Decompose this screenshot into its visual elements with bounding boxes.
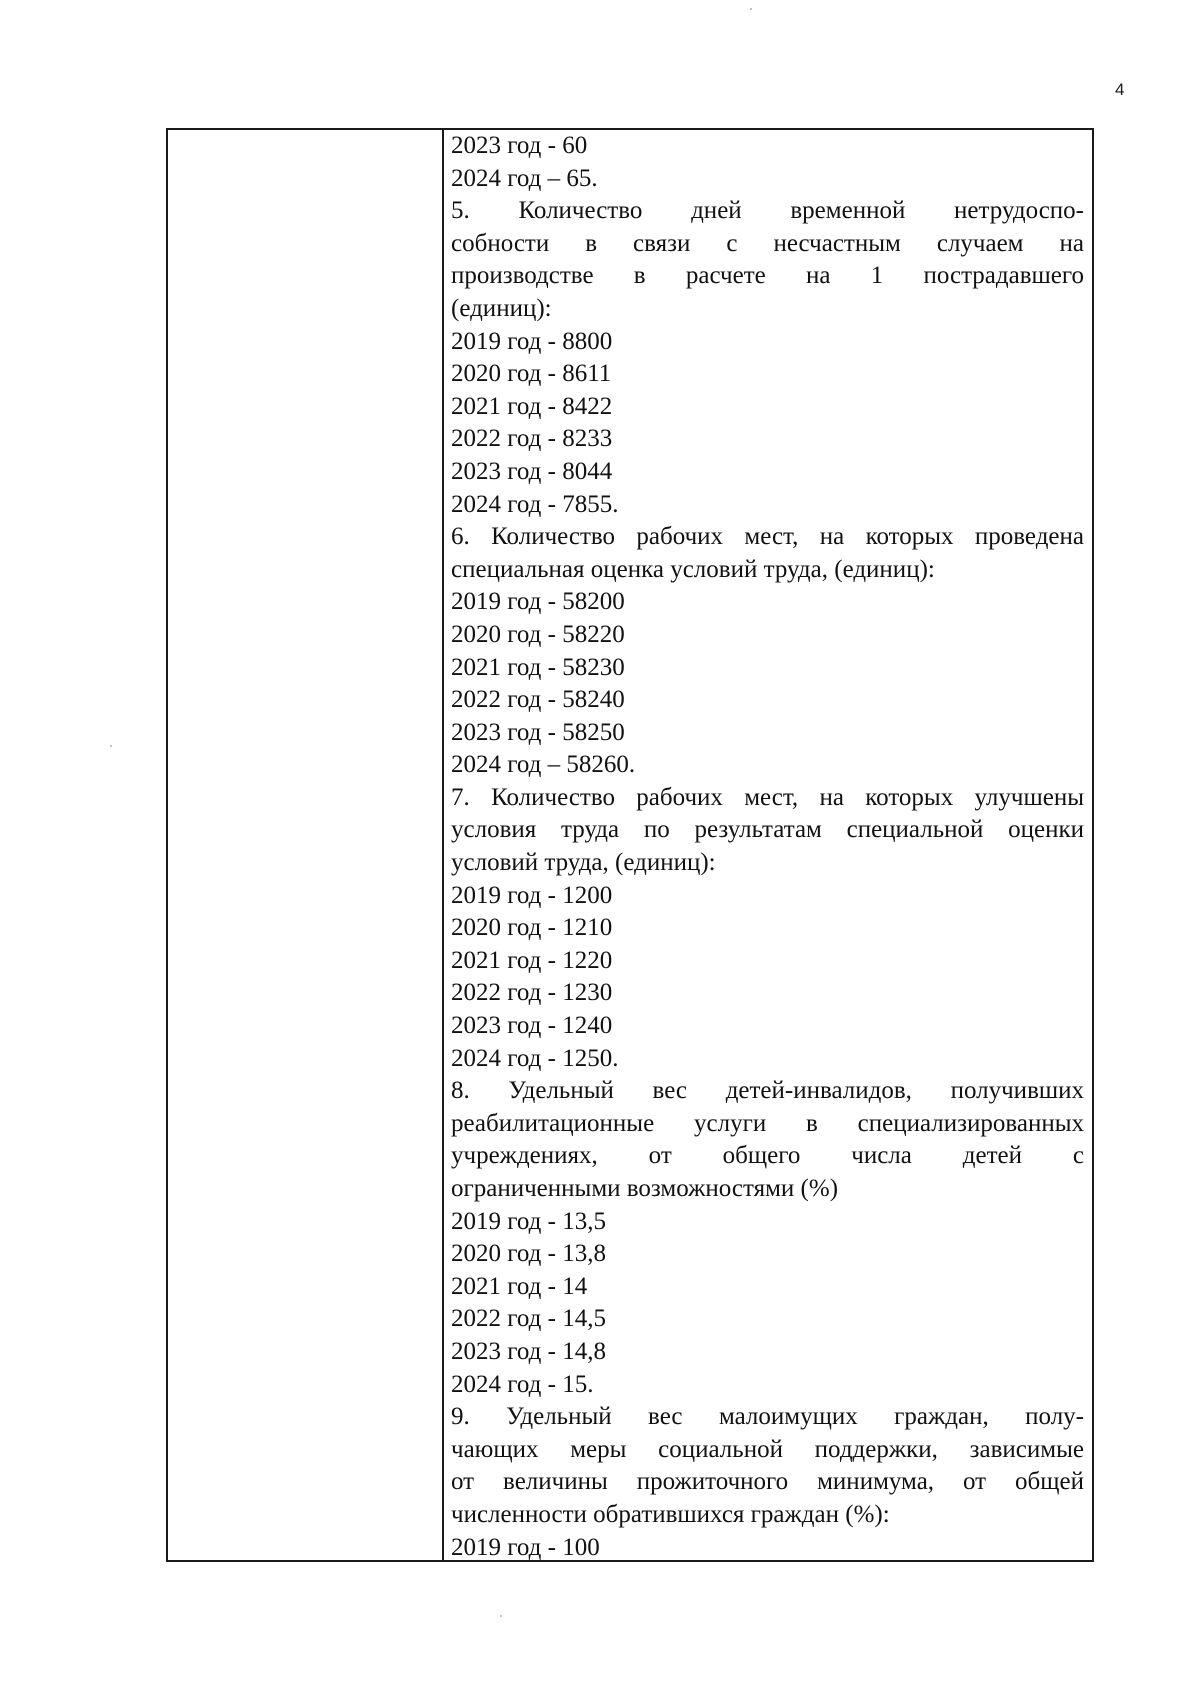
table-text-line: 2019 год - 100 [451, 1533, 600, 1561]
scan-speck [500, 1615, 502, 1617]
table-text-line: 5. Количество дней временной нетрудоспо- [451, 197, 1084, 225]
table-text-line: 2022 год - 8233 [451, 425, 613, 453]
table-text-line: 2021 год - 14 [451, 1272, 588, 1300]
table-text-line: производстве в расчете на 1 пострадавшего [451, 262, 1084, 290]
table-text-line: 7. Количество рабочих мест, на которых улучшены [451, 783, 1084, 811]
table-left-cell [168, 130, 444, 1560]
table-text-line: 8. Удельный вес детей-инвалидов, получивших [451, 1077, 1084, 1105]
table-text-line: 2024 год - 15. [451, 1370, 594, 1398]
table-text-line: 2020 год - 1210 [451, 914, 613, 942]
table-text-line: собности в связи с несчастным случаем на [451, 229, 1084, 257]
table-text-line: условий труда, (единиц): [451, 849, 716, 877]
table-text-line: 2022 год - 1230 [451, 979, 613, 1007]
table-text-line: ограниченными возможностями (%) [451, 1175, 839, 1202]
table-text-line: 2020 год - 13,8 [451, 1240, 606, 1268]
page-number: 4 [1115, 80, 1125, 99]
table-text-line: от величины прожиточного минимума, от общей [451, 1468, 1084, 1496]
table-text-line: 2020 год - 8611 [451, 360, 612, 388]
table-text-line: численности обратившихся граждан (%): [451, 1500, 890, 1528]
scan-speck [750, 8, 752, 10]
table-text-line: учреждениях, от общего числа детей с [451, 1142, 1084, 1170]
table-text-line: 2023 год - 1240 [451, 1012, 613, 1040]
table-text-line: 2023 год - 60 [451, 132, 588, 159]
table-text-line: 2022 год - 58240 [451, 686, 625, 714]
table-text-line: 2024 год – 58260. [451, 751, 636, 779]
table-text-line: 2024 год - 1250. [451, 1044, 619, 1072]
table-text-line: 2024 год – 65. [451, 164, 598, 192]
table-text-line: 2020 год - 58220 [451, 620, 625, 648]
table-text-line: специальная оценка условий труда, (единиц): [451, 555, 935, 583]
table-text-line: 2021 год - 8422 [451, 392, 613, 420]
table-text-line: 2022 год - 14,5 [451, 1305, 606, 1333]
table-text-line: реабилитационные услуги в специализированных [451, 1109, 1084, 1137]
table-text-line: (единиц): [451, 294, 552, 322]
table-text-line: 2019 год - 13,5 [451, 1207, 606, 1235]
table-text-line: 2021 год - 58230 [451, 653, 625, 681]
table-text-line: 2019 год - 8800 [451, 327, 613, 355]
table-text-line: 6. Количество рабочих мест, на которых проведена [451, 523, 1084, 551]
table-text-line: 2023 год - 8044 [451, 457, 613, 485]
table-text-line: 2019 год - 1200 [451, 881, 613, 909]
table-text-line: чающих меры социальной поддержки, зависимые [451, 1435, 1084, 1463]
table-text-line: 2023 год - 14,8 [451, 1337, 606, 1365]
scan-speck [110, 745, 112, 747]
table-text-line: 2019 год - 58200 [451, 588, 625, 616]
indicator-table [166, 128, 1094, 1562]
table-text-line: 9. Удельный вес малоимущих граждан, полу- [451, 1403, 1084, 1431]
table-right-cell [444, 130, 1092, 1560]
table-text-line: 2021 год - 1220 [451, 946, 613, 974]
table-text-line: 2023 год - 58250 [451, 718, 625, 746]
table-text-line: 2024 год - 7855. [451, 490, 619, 518]
table-text-line: условия труда по результатам специальной оценки [451, 816, 1084, 844]
